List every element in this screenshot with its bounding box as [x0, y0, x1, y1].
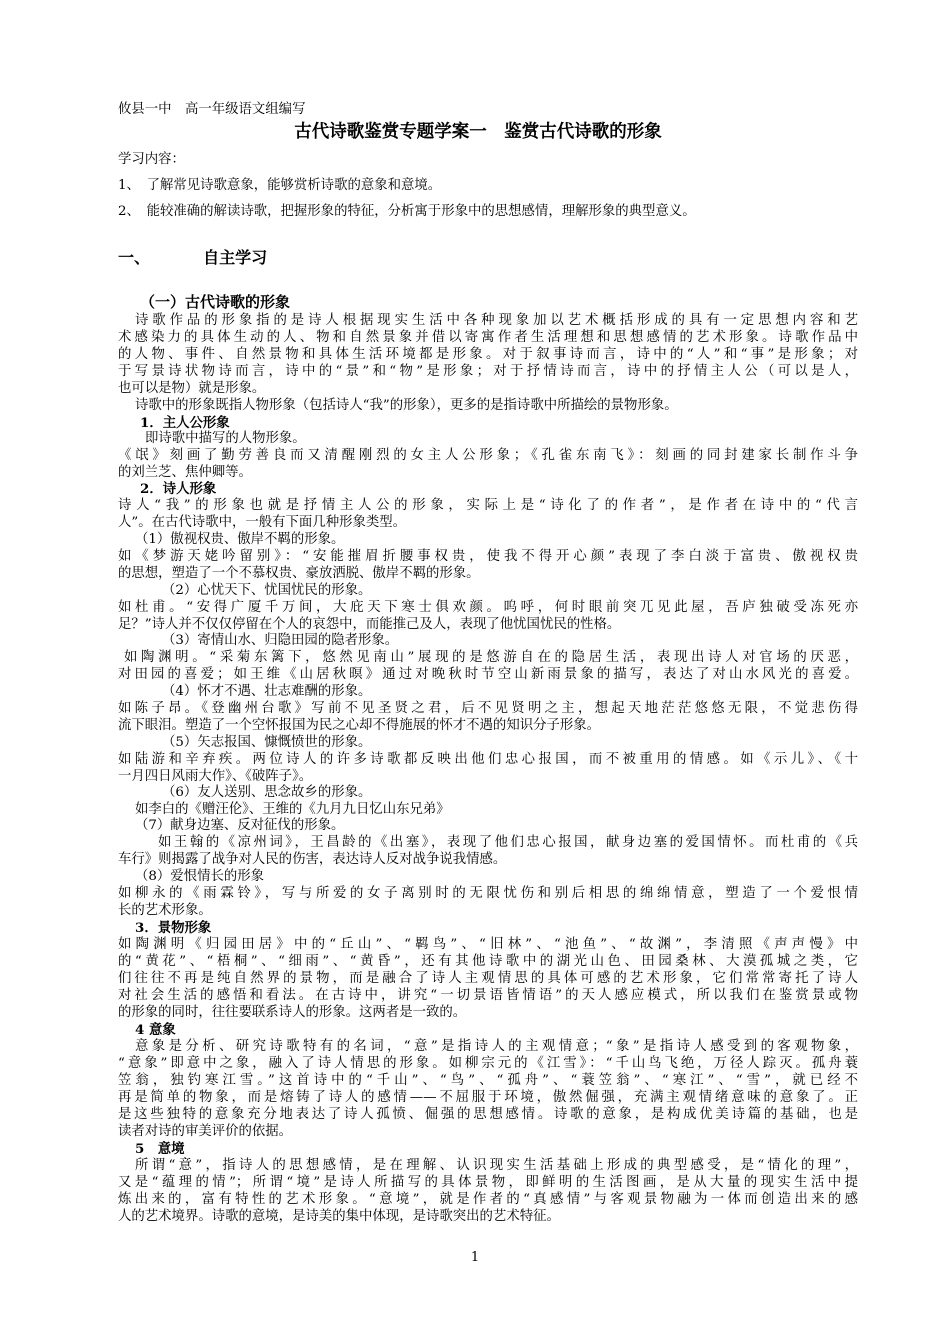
section-heading	[118, 250, 858, 267]
paragraph-line: 如王翰的《凉州词》，王昌龄的《出塞》，表现了他们忠心报国，献身边塞的爱国情怀。而杜甫的《兵	[158, 835, 858, 850]
paragraph-line: 长的艺术形象。	[118, 903, 212, 918]
paragraph-line: （7）献身边塞、反对征伐的形象。	[135, 818, 345, 833]
paragraph-line: 诗歌作品的形象指的是诗人根据现实生活中各种现象加以艺术概括形成的具有一定思想内容和艺	[135, 313, 858, 328]
section-number: 一、	[118, 248, 151, 267]
paragraph-line: （4）怀才不遇、壮志难酬的形象。	[162, 684, 372, 699]
goal-item: 1、 了解常见诗歌意象，能够赏析诗歌的意象和意境。	[118, 178, 442, 193]
paragraph-line: 诗人“我”的形象也就是抒情主人公的形象，实际上是“诗化了的作者”，是作者在诗中的“代言	[118, 498, 858, 513]
paragraph-line: 如陶渊明。“采菊东篱下，悠然见南山”展现的是悠游自在的隐居生活，表现出诗人对官场的厌恶，	[124, 650, 858, 665]
goal-item: 2、 能较准确的解读诗歌，把握形象的特征，分析寓于形象中的思想感情，理解形象的典型意义。	[118, 204, 696, 219]
paragraph-line: 也可以是物）就是形象。	[118, 381, 266, 396]
paragraph-line: 笠翁，独钓寒江雪。”这首诗中的“千山”、“鸟”、“孤舟”、“蓑笠翁”、“寒江”、“雪”，就已经不	[118, 1073, 858, 1088]
paragraph-line: 一月四日风雨大作》、《破阵子》。	[118, 769, 313, 784]
page-number: 1	[470, 1250, 480, 1265]
paragraph-line: 流下眼泪。塑造了一个空怀报国为民之心却不得施展的怀才不遇的知识分子形象。	[118, 718, 601, 733]
paragraph-heading: 3．景物形象	[135, 920, 212, 936]
paragraph-line: 读者对诗的审美评价的依据。	[118, 1124, 293, 1139]
paragraph-line: （6）友人送别、思念故乡的形象。	[162, 785, 372, 800]
paragraph-line: 术感染力的具体生动的人、物和自然景象并借以寄寓作者生活理想和思想感情的艺术形象。诗歌作品中	[118, 330, 858, 345]
section-title: 自主学习	[203, 248, 268, 267]
paragraph-line: （3）寄情山水、归隐田园的隐者形象。	[162, 633, 399, 648]
paragraph-line: 意象是分析、研究诗歌特有的名词，“意”是指诗人的主观情意；“象”是指诗人感受到的客观物象，	[135, 1039, 858, 1054]
paragraph-line: 如陆游和辛弃疾。两位诗人的许多诗歌都反映出他们忠心报国，而不被重用的情感。如《示儿》、《十	[118, 752, 858, 767]
paragraph-line: （8）爱恨情长的形象	[135, 869, 265, 884]
paragraph-line: 对社会生活的感悟和看法。在古诗中，讲究“一切景语皆情语”的天人感应模式，所以我们在鉴赏景或物	[118, 988, 858, 1003]
paragraph-line: 如柳永的《雨霖铃》，写与所爱的女子离别时的无限忧伤和别后相思的绵绵情意，塑造了一个爱恨情	[118, 886, 858, 901]
paragraph-line: 如陈子昂。《登幽州台歌》写前不见圣贤之君，后不见贤明之主，想起天地茫茫悠悠无限，不觉悲伤得	[118, 701, 858, 716]
paragraph-line: （5）矢志报国、慷慨愤世的形象。	[162, 735, 372, 750]
paragraph-line: 再是简单的物象，而是熔铸了诗人的感情——不屈服于环境，傲然倔强，充满主观情绪意味的意象了。正	[118, 1090, 858, 1105]
study-content-label: 学习内容：	[118, 152, 185, 167]
paragraph-line: 的“黄花”、“梧桐”、“细雨”、“黄昏”，还有其他诗歌中的湖光山色、田园桑林、大漠孤城之类，它	[118, 954, 858, 969]
subsection-heading: （一）古代诗歌的形象	[140, 293, 291, 311]
paragraph-line: （1）傲视权贵、傲岸不羁的形象。	[135, 532, 345, 547]
paragraph-line: 如杜甫。“安得广厦千万间，大庇天下寒士俱欢颜。呜呼，何时眼前突兀见此屋，吾庐独破受冻死亦	[118, 600, 858, 615]
document-title: 古代诗歌鉴赏专题学案一 鉴赏古代诗歌的形象	[294, 122, 662, 142]
paragraph-line: “意象”即意中之象，融入了诗人情思的形象。如柳宗元的《江雪》：“千山鸟飞绝，万径人踪灭。孤舟蓑	[118, 1056, 858, 1071]
paragraph-line: 于写景诗状物诗而言，诗中的“景”和“物”是形象；对于抒情诗而言，诗中的抒情主人公（可以是人，	[118, 364, 858, 379]
paragraph-line: 的形象的同时，往往要联系诗人的形象。这两者是一致的。	[118, 1005, 467, 1020]
paragraph-line: （2）心忧天下、忧国忧民的形象。	[162, 583, 372, 598]
paragraph-line: 的刘兰芝、焦仲卿等。	[118, 465, 252, 480]
paragraph-heading: 1．主人公形象	[140, 415, 230, 431]
paragraph-line: 即诗歌中描写的人物形象。	[145, 431, 306, 446]
paragraph-line: 是这些独特的意象充分地表达了诗人孤愤、倔强的思想感情。诗歌的意象，是构成优美诗篇的基础，也是	[118, 1107, 858, 1122]
paragraph-line: 如李白的《赠汪伦》、王维的《九月九日忆山东兄弟》	[135, 802, 450, 817]
paragraph-line: 诗歌中的形象既指人物形象（包括诗人“我”的形象），更多的是指诗歌中所描绘的景物形象。	[135, 398, 678, 413]
paragraph-line: 对田园的喜爱；如王维《山居秋暝》通过对晚秋时节空山新雨景象的描写，表达了对山水风光的喜爱。	[118, 667, 858, 682]
paragraph-line: 《氓》刻画了勤劳善良而又清醒刚烈的女主人公形象；《孔雀东南飞》：刻画的同封建家长制作斗争	[118, 448, 858, 463]
paragraph-line: 如《梦游天姥吟留别》：“安能摧眉折腰事权贵，使我不得开心颜”表现了李白淡于富贵、傲视权贵	[118, 549, 858, 564]
paragraph-line: 的人物、事件、自然景物和具体生活环境都是形象。对于叙事诗而言，诗中的“人”和“事”是形象；对	[118, 347, 858, 362]
paragraph-heading: 2．诗人形象	[140, 481, 217, 497]
paragraph-line: 人”。在古代诗歌中，一般有下面几种形象类型。	[118, 515, 407, 530]
paragraph-line: 车行》则揭露了战争对人民的伤害，表达诗人反对战争说我情感。	[118, 852, 507, 867]
paragraph-line: 炼出来的，富有特性的艺术形象。“意境”，就是作者的“真感情”与客观景物融为一体而创造出来的感	[118, 1192, 858, 1207]
paragraph-heading: 5 意境	[135, 1141, 185, 1157]
paragraph-line: 人的艺术境界。诗歌的意境，是诗美的集中体现，是诗歌突出的艺术特征。	[118, 1209, 560, 1224]
paragraph-line: 的思想，塑造了一个不慕权贵、豪放洒脱、傲岸不羁的形象。	[118, 566, 480, 581]
paragraph-line: 足？”诗人并不仅仅停留在个人的哀怨中，而能推己及人，表现了他忧国忧民的性格。	[118, 617, 621, 632]
paragraph-line: 们往往不再是纯自然界的景物，而是融合了诗人主观情思的具体可感的艺术形象，它们常常寄托了诗人	[118, 971, 858, 986]
document-header: 攸县一中 高一年级语文组编写	[118, 102, 306, 117]
paragraph-line: 所谓“意”，指诗人的思想感情，是在理解、认识现实生活基础上形成的典型感受，是“情化的理”，	[135, 1158, 858, 1173]
paragraph-line: 如陶渊明《归园田居》中的“丘山”、“羁鸟”、“旧林”、“池鱼”、“故渊”，李清照《声声慢》中	[118, 937, 858, 952]
paragraph-line: 又是“蕴理的情”；所谓“境”是诗人所描写的具体景物，即鲜明的生活图画，是从大量的现实生活中提	[118, 1175, 858, 1190]
paragraph-heading: 4 意象	[135, 1022, 176, 1038]
